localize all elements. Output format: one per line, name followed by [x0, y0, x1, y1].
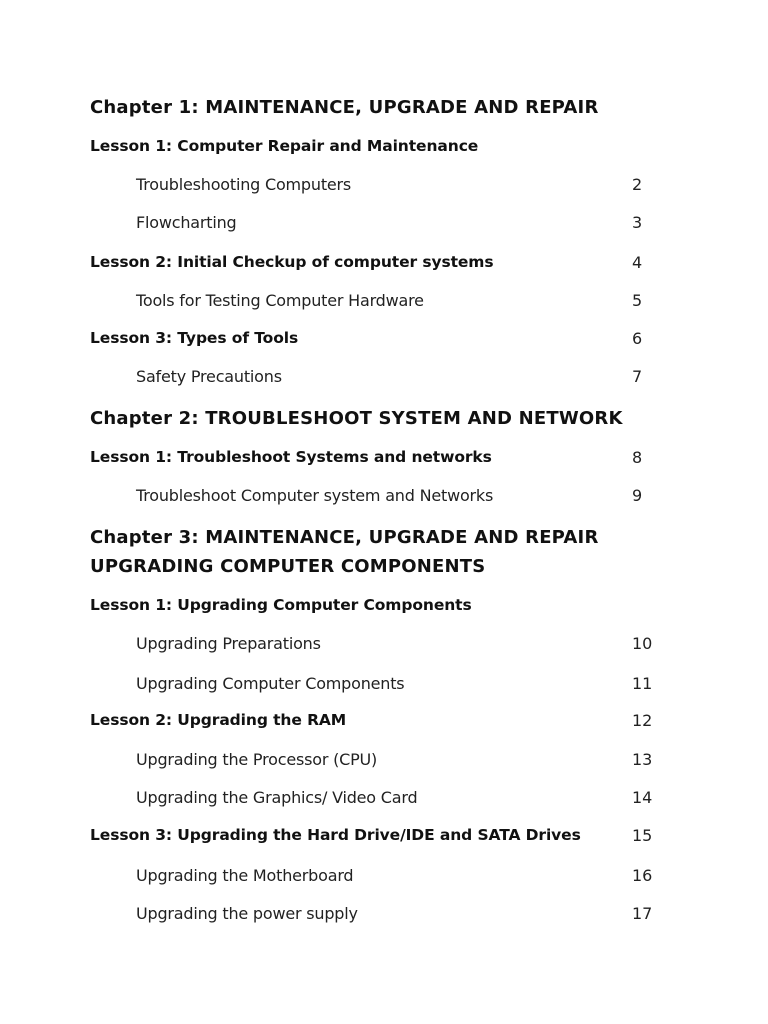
lesson-title: Lesson 1: Computer Repair and Maintenance: [90, 137, 479, 155]
toc-entry-topic: [90, 175, 690, 194]
chapter-title: Chapter 3: MAINTENANCE, UPGRADE AND REPAIR: [90, 527, 599, 548]
topic-title: Upgrading the Graphics/ Video Card: [136, 788, 418, 807]
page-number: 13: [632, 750, 653, 769]
page-number: 6: [632, 329, 643, 348]
topic-title: Upgrading Preparations: [136, 634, 321, 653]
topic-title: Flowcharting: [136, 213, 237, 232]
lesson-title: Lesson 3: Types of Tools: [90, 329, 299, 347]
toc-entry-lesson: [90, 137, 690, 155]
page-number: 12: [632, 711, 653, 730]
chapter-title: Chapter 2: TROUBLESHOOT SYSTEM AND NETWORK: [90, 408, 623, 429]
topic-title: Upgrading the Processor (CPU): [136, 750, 378, 769]
topic-title: Upgrading Computer Components: [136, 674, 405, 693]
toc-entry-topic: [90, 866, 690, 885]
lesson-title: Lesson 2: Upgrading the RAM: [90, 711, 347, 729]
page-number: 9: [632, 486, 643, 505]
toc-entry-lesson: [90, 711, 690, 729]
topic-title: Troubleshooting Computers: [136, 175, 352, 194]
page-number: 10: [632, 634, 653, 653]
page-number: 15: [632, 826, 653, 845]
topic-title: Troubleshoot Computer system and Networks: [136, 486, 494, 505]
page-number: 7: [632, 367, 643, 386]
toc-entry-topic: [90, 904, 690, 923]
chapter-1-heading: [90, 93, 690, 122]
page-number: 5: [632, 291, 643, 310]
page-number: 3: [632, 213, 643, 232]
lesson-title: Lesson 1: Troubleshoot Systems and networks: [90, 448, 492, 466]
chapter-3-heading: [90, 523, 690, 581]
lesson-title: Lesson 1: Upgrading Computer Components: [90, 596, 472, 614]
toc-entry-topic: [90, 367, 690, 386]
topic-title: Upgrading the Motherboard: [136, 866, 354, 885]
chapter-subtitle: UPGRADING COMPUTER COMPONENTS: [90, 556, 486, 577]
toc-entry-lesson: [90, 448, 690, 466]
page-number: 11: [632, 674, 653, 693]
toc-entry-lesson: [90, 596, 690, 614]
toc-entry-topic: [90, 486, 690, 505]
lesson-title: Lesson 3: Upgrading the Hard Drive/IDE and SATA Drives: [90, 826, 581, 844]
toc-entry-topic: [90, 634, 690, 653]
toc-entry-lesson: [90, 253, 690, 271]
chapter-title: Chapter 1: MAINTENANCE, UPGRADE AND REPAIR: [90, 97, 599, 118]
lesson-title: Lesson 2: Initial Checkup of computer systems: [90, 253, 494, 271]
toc-entry-lesson: [90, 329, 690, 347]
toc-entry-topic: [90, 291, 690, 310]
topic-title: Safety Precautions: [136, 367, 282, 386]
topic-title: Tools for Testing Computer Hardware: [136, 291, 424, 310]
page-number: 17: [632, 904, 653, 923]
page-number: 14: [632, 788, 653, 807]
topic-title: Upgrading the power supply: [136, 904, 358, 923]
toc-entry-topic: [90, 674, 690, 693]
page-number: 16: [632, 866, 653, 885]
toc-entry-topic: [90, 788, 690, 807]
toc-entry-topic: [90, 213, 690, 232]
toc-entry-topic: [90, 750, 690, 769]
chapter-2-heading: [90, 404, 690, 433]
page-number: 4: [632, 253, 643, 272]
page-number: 8: [632, 448, 643, 467]
toc-entry-lesson: [90, 826, 690, 844]
page-number: 2: [632, 175, 643, 194]
